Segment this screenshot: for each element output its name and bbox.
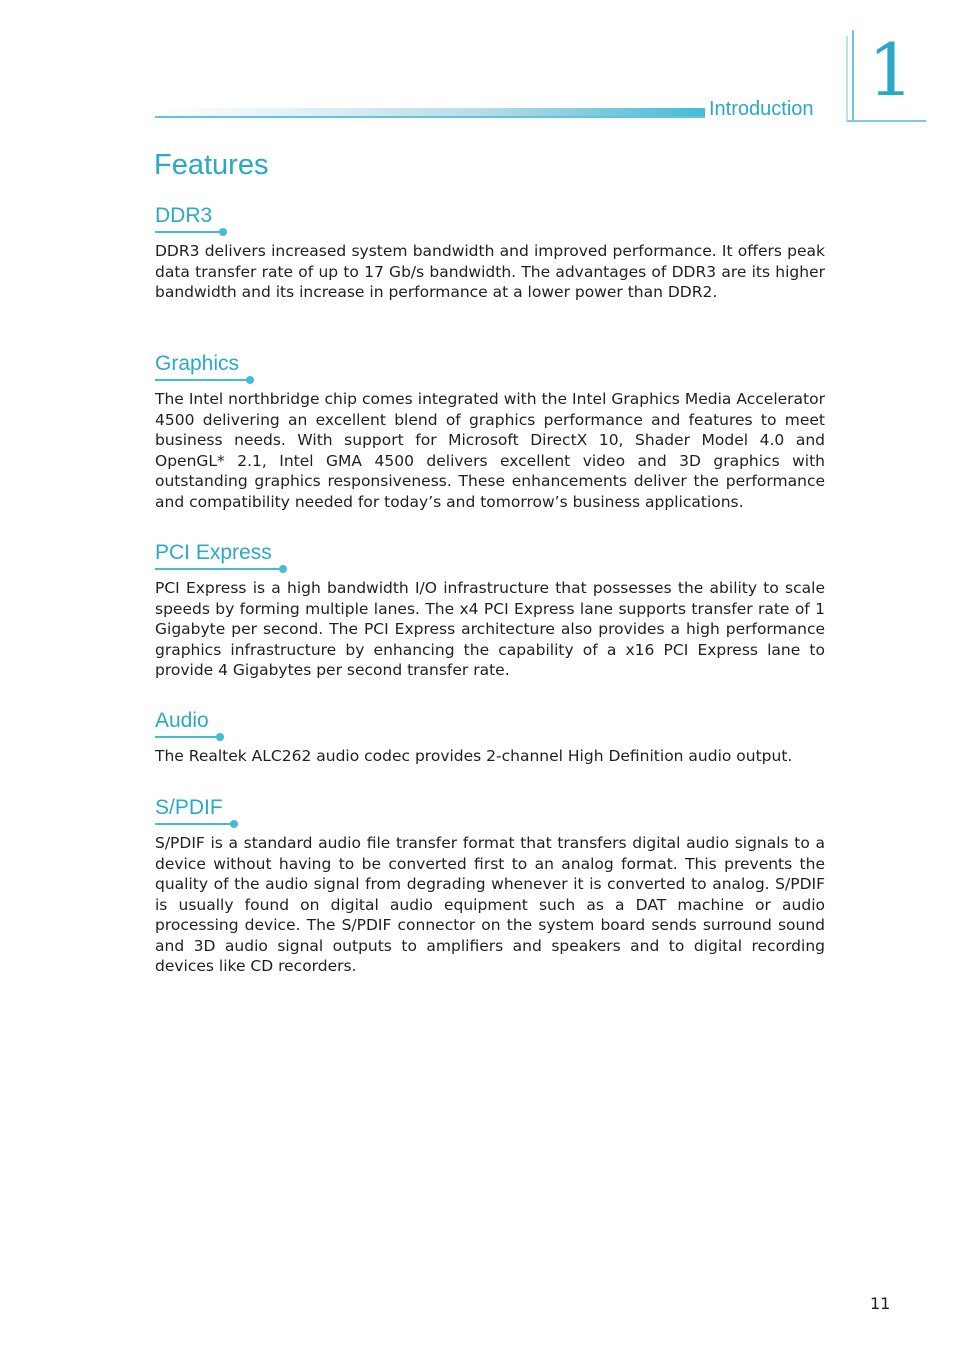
section-body: S/PDIF is a standard audio file transfer format that transfers digital audio signals to a device without having to be converted first to an analog format. This prevents the quality of the audio signal from degrading whenever it is converted to analog. S/PDIF is usually found on digital audio equipment such as a DAT machine or audio processing device. The S/PDIF connector on the system board sends surround sound and 3D audio signal outputs to amplifiers and speakers and to digital recording devices like CD recorders. (155, 834, 825, 975)
section-body: The Intel northbridge chip comes integrated with the Intel Graphics Media Accelerator 4500 delivering an excellent blend of graphics performance and features to meet business needs. With support for Microsoft DirectX 10, Shader Model 4.0 and OpenGL* 2.1, Intel GMA 4500 delivers excellent video and 3D graphics with outstanding graphics responsiveness. These enhancements deliver the performance and compatibility needed for today’s and tomorrow’s business applications. (155, 390, 825, 511)
section-body: DDR3 delivers increased system bandwidth and improved performance. It offers peak data transfer rate of up to 17 Gb/s bandwidth. The advantages of DDR3 are its higher bandwidth and its increase in performance at a lower power than DDR2. (155, 242, 825, 301)
section-title: S/PDIF (155, 795, 235, 827)
section-title: DDR3 (155, 203, 224, 235)
section-body: The Realtek ALC262 audio codec provides 2-channel High Definition audio output. (155, 747, 793, 765)
page-title: Features (154, 149, 269, 181)
section-spdif (155, 795, 825, 977)
page-number: 11 (870, 1294, 891, 1313)
section-pci-express (155, 540, 825, 681)
section-graphics (155, 351, 825, 512)
header-rule (155, 116, 705, 118)
section-audio (155, 708, 825, 767)
section-title: PCI Express (155, 540, 284, 572)
section-ddr3 (155, 203, 825, 303)
section-title: Audio (155, 708, 221, 740)
chapter-number: 1 (868, 28, 914, 112)
chapter-title: Introduction (709, 98, 814, 120)
section-body: PCI Express is a high bandwidth I/O infrastructure that possesses the ability to scale speeds by forming multiple lanes. The x4 PCI Express lane supports transfer rate of 1 Gigabyte per second. The PCI Express architecture also provides a high performance graphics infrastructure by enhancing the capability of a x16 PCI Express lane to provide 4 Gigabytes per second transfer rate. (155, 579, 825, 679)
section-title: Graphics (155, 351, 251, 383)
